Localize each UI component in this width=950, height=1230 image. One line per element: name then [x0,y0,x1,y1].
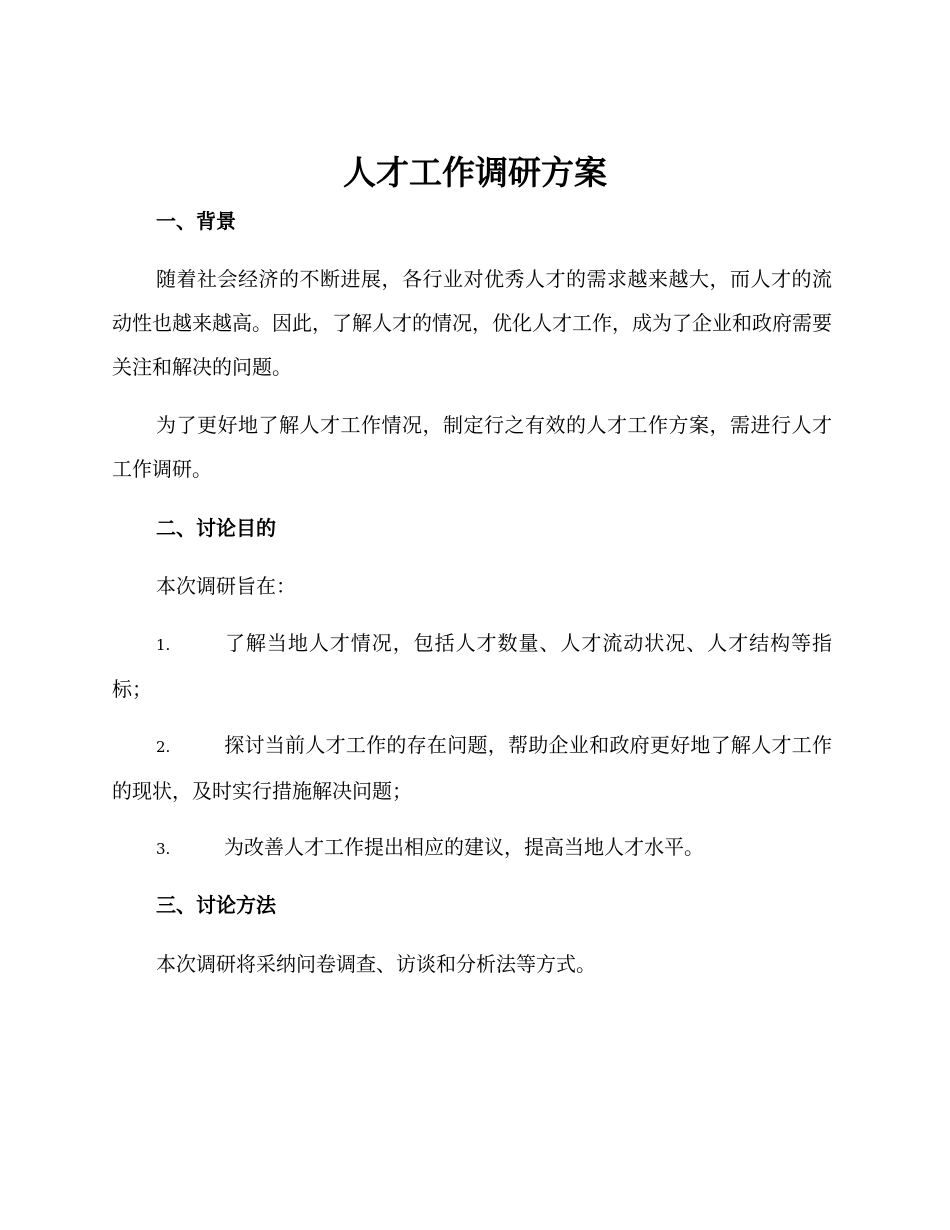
list-item [112,825,832,871]
method-paragraph: 本次调研将采纳问卷调查、访谈和分析法等方式。 [156,952,596,976]
section-heading-purpose: 二、讨论目的 [156,516,276,540]
list-item-text: 了解当地人才情况，包括人才数量、人才流动状况、人才结构等指标； [112,631,832,701]
list-item [112,723,832,813]
list-item-number: 3. [156,840,171,858]
section-heading-method: 三、讨论方法 [156,893,276,917]
list-item-number: 2. [156,738,171,756]
section-heading-background: 一、背景 [156,209,236,233]
background-paragraph-2: 为了更好地了解人才工作情况，制定行之有效的人才工作方案，需进行人才工作调研。 [112,413,832,481]
purpose-intro: 本次调研旨在： [156,574,296,598]
background-paragraph-1: 随着社会经济的不断进展，各行业对优秀人才的需求越来越大，而人才的流动性也越来越高。因此，了解人才的情况，优化人才工作，成为了企业和政府需要关注和解决的问题。 [112,267,832,379]
list-item-text: 探讨当前人才工作的存在问题，帮助企业和政府更好地了解人才工作的现状，及时实行措施解决问题； [112,733,832,803]
document-title: 人才工作调研方案 [343,153,607,192]
list-item-number: 1. [156,636,171,654]
list-item [112,621,832,711]
list-item-text: 为改善人才工作提出相应的建议，提高当地人才水平。 [224,835,704,859]
